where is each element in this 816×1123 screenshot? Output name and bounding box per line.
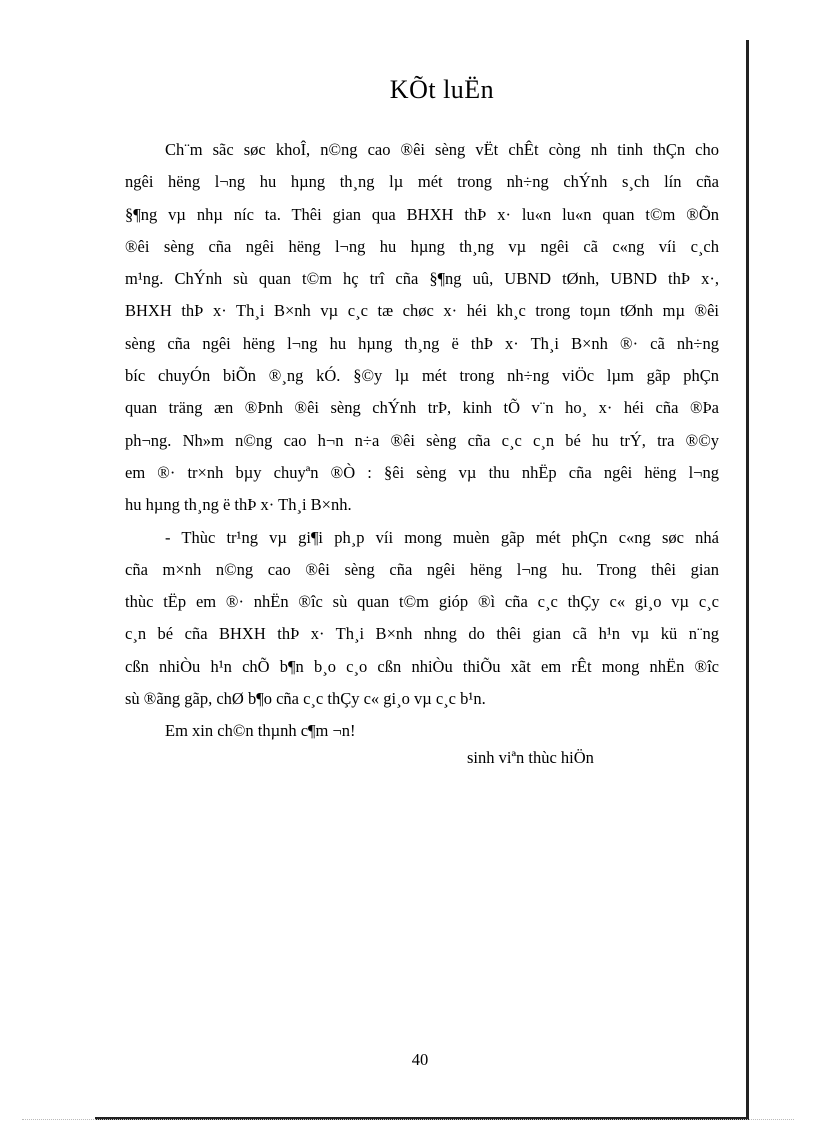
paragraph-3 [125, 715, 719, 747]
paragraph-1 [125, 134, 719, 522]
body-text [125, 134, 719, 748]
text-line: bíc chuyÓn biÕn ®¸ng kÓ. §©y lµ mét trong nh÷ng viÖc lµm gãp phÇn [125, 366, 719, 386]
text-line: Ch¨m sãc søc khoÎ, n©ng cao ®êi sèng vËt chÊt còng nh tinh thÇn cho [165, 140, 719, 159]
text-line: m¹ng. ChÝnh sù quan t©m hç trî cña §¶ng uû, UBND tØnh, UBND thÞ x·, [125, 269, 719, 289]
text-line: ph¬ng. Nh»m n©ng cao h¬n n÷a ®êi sèng cña c¸c c¸n bé hu trÝ, tra ®©y [125, 430, 719, 450]
paragraph-2 [125, 522, 719, 716]
text-line: thùc tËp em ®· nhËn ®îc sù quan t©m gióp ®ì cña c¸c thÇy c« gi¸o vµ c¸c [125, 592, 719, 612]
text-line: sù ®ãng gãp, chØ b¶o cña c¸c thÇy c« gi¸o vµ c¸c b¹n. [125, 689, 486, 709]
text-line: quan träng æn ®Þnh ®êi sèng chÝnh trÞ, kinh tÕ v¨n ho¸ x· héi cña ®Þa [125, 398, 719, 418]
text-line: ngêi hëng l¬ng hu hµng th¸ng lµ mét trong nh÷ng chÝnh s¸ch lín cña [125, 172, 719, 192]
text-line: cña m×nh n©ng cao ®êi sèng cña ngêi hëng l¬ng hu. Trong thêi gian [125, 559, 719, 579]
page-title: KÕt luËn [389, 75, 495, 104]
text-line: em ®· tr×nh bµy chuyªn ®Ò : §êi sèng vµ thu nhËp cña ngêi hëng l¬ng [125, 462, 719, 482]
text-line: ®êi sèng cña ngêi hëng l¬ng hu hµng th¸ng vµ ngêi cã c«ng víi c¸ch [125, 236, 719, 256]
text-line: c¸n bé cña BHXH thÞ x· Th¸i B×nh nhng do thêi gian cã h¹n vµ kü n¨ng [125, 624, 719, 644]
text-line: sèng cña ngêi hëng l¬ng hu hµng th¸ng ë thÞ x· Th¸i B×nh ®· cã nh÷ng [125, 333, 719, 353]
text-line: BHXH thÞ x· Th¸i B×nh vµ c¸c tæ chøc x· héi kh¸c trong toµn tØnh mµ ®êi [125, 301, 719, 321]
text-line: cßn nhiÒu h¹n chÕ b¶n b¸o c¸o cßn nhiÒu thiÕu xãt em rÊt mong nhËn ®îc [125, 656, 719, 676]
signature: sinh viªn thùc hiÖn [467, 748, 594, 767]
page-divider [22, 1119, 794, 1120]
text-line: - Thùc tr¹ng vµ gi¶i ph¸p víi mong muèn gãp mét phÇn c«ng søc nhá [165, 527, 719, 547]
page-number: 40 [411, 1050, 429, 1069]
text-line: Em xin ch©n thµnh c¶m ¬n! [165, 721, 356, 741]
text-line: §¶ng vµ nhµ níc ta. Thêi gian qua BHXH thÞ x· lu«n lu«n quan t©m ®Õn [125, 204, 719, 224]
text-line: hu hµng th¸ng ë thÞ x· Th¸i B×nh. [125, 495, 352, 515]
